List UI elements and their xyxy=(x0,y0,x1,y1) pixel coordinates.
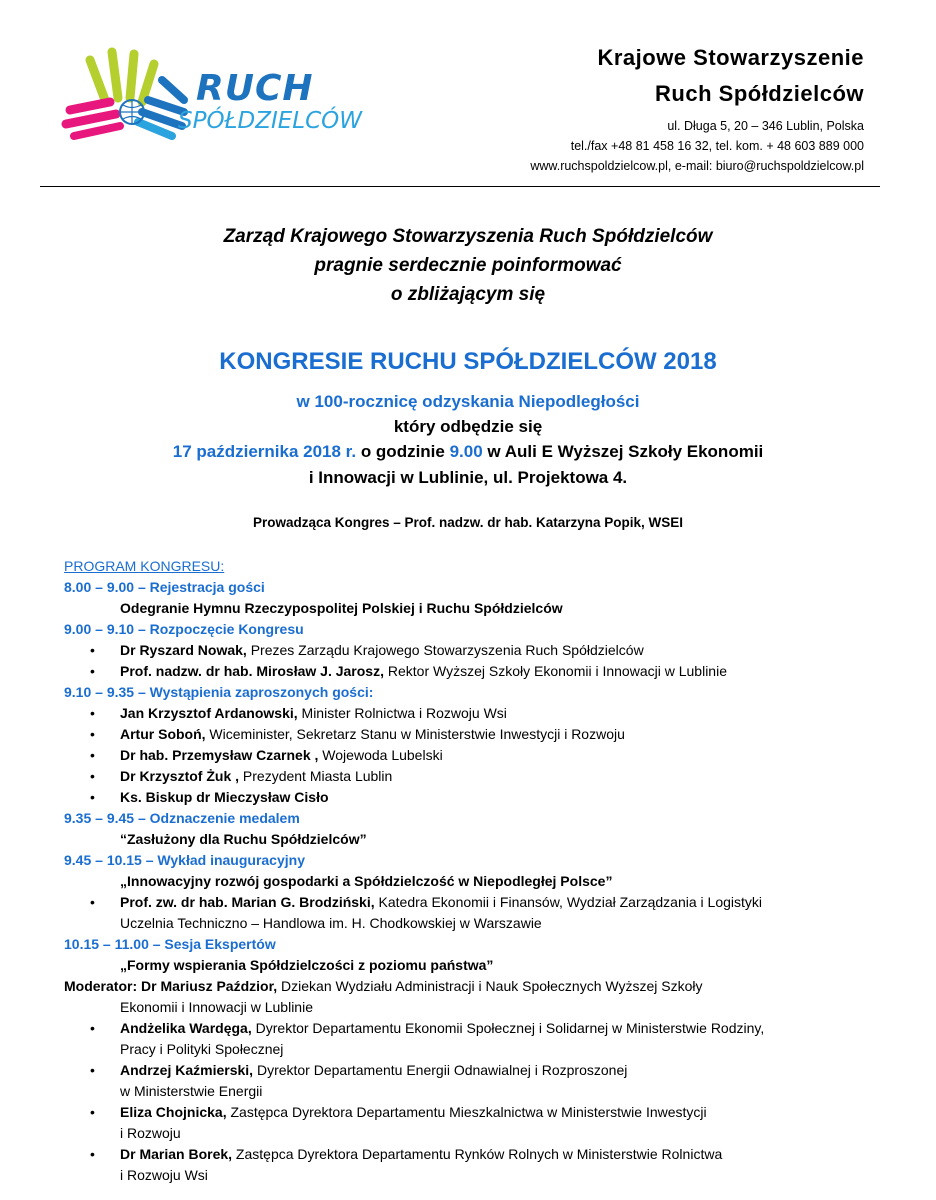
event-when-intro: który odbędzie się xyxy=(393,417,543,436)
moderator-name: Moderator: Dr Mariusz Paździor, xyxy=(64,978,278,994)
event-venue-part2: i Innowacji w Lublinie, ul. Projektowa 4. xyxy=(308,468,628,487)
bullet-icon: • xyxy=(90,747,95,763)
event-title: KONGRESIE RUCHU SPÓŁDZIELCÓW 2018 xyxy=(219,348,717,375)
org-phone: tel./fax +48 81 458 16 32, tel. kom. + 48 603 889 000 xyxy=(570,139,864,153)
speaker-name: Eliza Chojnicka, xyxy=(120,1104,227,1120)
speaker-role: Dyrektor Departamentu Energii Odnawialnej i Rozproszonej xyxy=(253,1062,628,1078)
speaker-name: Dr Krzysztof Żuk , xyxy=(120,768,240,784)
speaker-role: Minister Rolnictwa i Rozwoju Wsi xyxy=(297,705,507,721)
speaker-name: Dr Ryszard Nowak, xyxy=(120,642,247,658)
bullet-icon: • xyxy=(90,705,95,721)
speaker-role: Wiceminister, Sekretarz Stanu w Ministerstwie Inwestycji i Rozwoju xyxy=(205,726,625,742)
moderator-role-cont: Ekonomii i Innowacji w Lublinie xyxy=(120,999,313,1015)
speaker-name: Jan Krzysztof Ardanowski, xyxy=(120,705,298,721)
list-item xyxy=(64,892,884,934)
intro-line2: pragnie serdecznie poinformować xyxy=(314,255,622,276)
org-web-email: www.ruchspoldzielcow.pl, e-mail: biuro@ruchspoldzielcow.pl xyxy=(530,159,864,173)
bullet-icon: • xyxy=(90,726,95,742)
program-section xyxy=(64,556,884,1186)
organization-logo xyxy=(50,40,390,140)
program-slot-registration: 8.00 – 9.00 – Rejestracja gości xyxy=(64,579,265,595)
speaker-name: Dr hab. Przemysław Czarnek , xyxy=(120,747,319,763)
list-item xyxy=(64,787,884,808)
organization-name xyxy=(597,40,864,112)
list-item xyxy=(64,703,884,724)
org-name-line1: Krajowe Stowarzyszenie xyxy=(597,45,864,70)
list-item xyxy=(64,1144,884,1186)
list-item xyxy=(64,1018,884,1060)
bullet-icon: • xyxy=(90,663,95,679)
list-item xyxy=(64,1060,884,1102)
bullet-icon: • xyxy=(90,894,95,910)
org-name-line2: Ruch Spółdzielców xyxy=(655,81,864,106)
speaker-name: Andrzej Kaźmierski, xyxy=(120,1062,254,1078)
bullet-icon: • xyxy=(90,642,95,658)
list-item xyxy=(64,640,884,661)
speaker-role-cont: Pracy i Polityki Społecznej xyxy=(120,1041,284,1057)
program-slot-medal: 9.35 – 9.45 – Odznaczenie medalem xyxy=(64,810,300,826)
event-date: 17 października 2018 r. xyxy=(172,442,357,461)
program-note: Odegranie Hymnu Rzeczypospolitej Polskiej i Ruchu Spółdzielców xyxy=(120,600,563,616)
event-venue-part1: w Auli E Wyższej Szkoły Ekonomii xyxy=(487,442,764,461)
speaker-name: Artur Soboń, xyxy=(120,726,206,742)
moderator-role: Dziekan Wydziału Administracji i Nauk Społecznych Wyższej Szkoły xyxy=(277,978,703,994)
speaker-name: Dr Marian Borek, xyxy=(120,1146,233,1162)
list-item xyxy=(64,745,884,766)
program-note: „Formy wspierania Spółdzielczości z poziomu państwa” xyxy=(120,957,494,973)
bullet-icon: • xyxy=(90,1104,95,1120)
bullet-icon: • xyxy=(90,789,95,805)
program-note: „Innowacyjny rozwój gospodarki a Spółdzielczość w Niepodległej Polsce” xyxy=(120,873,613,889)
event-date-line xyxy=(0,442,936,462)
logo-word-ruch: RUCH xyxy=(196,68,314,109)
event-host: Prowadząca Kongres – Prof. nadzw. dr hab. Katarzyna Popik, WSEI xyxy=(252,515,684,530)
speaker-role: Prezes Zarządu Krajowego Stowarzyszenia Ruch Spółdzielców xyxy=(246,642,644,658)
program-slot-opening: 9.00 – 9.10 – Rozpoczęcie Kongresu xyxy=(64,621,304,637)
list-item xyxy=(64,1102,884,1144)
intro-line3: o zbliżającym się xyxy=(390,284,546,305)
program-slot-experts: 10.15 – 11.00 – Sesja Ekspertów xyxy=(64,936,276,952)
bullet-icon: • xyxy=(90,1020,95,1036)
list-item xyxy=(64,661,884,682)
speaker-role-cont: Uczelnia Techniczno – Handlowa im. H. Chodkowskiej w Warszawie xyxy=(120,915,542,931)
program-note: “Zasłużony dla Ruchu Spółdzielców” xyxy=(120,831,367,847)
logo-word-spoldzielcow: SPÓŁDZIELCÓW xyxy=(178,108,362,134)
speaker-role: Zastępca Dyrektora Departamentu Mieszkalnictwa w Ministerstwie Inwestycji xyxy=(226,1104,707,1120)
speaker-name: Ks. Biskup dr Mieczysław Cisło xyxy=(120,789,329,805)
intro-text xyxy=(0,222,936,309)
speaker-role: Dyrektor Departamentu Ekonomii Społecznej i Solidarnej w Ministerstwie Rodziny, xyxy=(251,1020,765,1036)
intro-line1: Zarząd Krajowego Stowarzyszenia Ruch Spółdzielców xyxy=(223,226,713,247)
speaker-role: Rektor Wyższej Szkoły Ekonomii i Innowacji w Lublinie xyxy=(383,663,727,679)
event-at-hour: o godzinie xyxy=(360,442,445,461)
organization-contact xyxy=(530,116,864,176)
bullet-icon: • xyxy=(90,1146,95,1162)
header-divider xyxy=(40,186,880,187)
bullet-icon: • xyxy=(90,1062,95,1078)
org-address: ul. Długa 5, 20 – 346 Lublin, Polska xyxy=(667,119,864,133)
speaker-role-cont: i Rozwoju Wsi xyxy=(120,1167,208,1183)
list-item xyxy=(64,724,884,745)
speaker-role: Katedra Ekonomii i Finansów, Wydział Zarządzania i Logistyki xyxy=(374,894,763,910)
program-slot-guests: 9.10 – 9.35 – Wystąpienia zaproszonych gości: xyxy=(64,684,374,700)
list-item xyxy=(64,766,884,787)
moderator xyxy=(64,976,884,1018)
event-subtitle: w 100-rocznicę odzyskania Niepodległości xyxy=(296,392,640,411)
bullet-icon: • xyxy=(90,768,95,784)
speaker-role: Wojewoda Lubelski xyxy=(318,747,443,763)
speaker-name: Andżelika Wardęga, xyxy=(120,1020,252,1036)
speaker-role: Zastępca Dyrektora Departamentu Rynków Rolnych w Ministerstwie Rolnictwa xyxy=(232,1146,723,1162)
program-heading: PROGRAM KONGRESU: xyxy=(64,558,225,574)
speaker-name: Prof. zw. dr hab. Marian G. Brodziński, xyxy=(120,894,375,910)
program-slot-lecture: 9.45 – 10.15 – Wykład inauguracyjny xyxy=(64,852,305,868)
speaker-role-cont: i Rozwoju xyxy=(120,1125,181,1141)
speaker-role: Prezydent Miasta Lublin xyxy=(239,768,393,784)
speaker-name: Prof. nadzw. dr hab. Mirosław J. Jarosz, xyxy=(120,663,384,679)
event-hour: 9.00 xyxy=(449,442,483,461)
speaker-role-cont: w Ministerstwie Energii xyxy=(120,1083,263,1099)
